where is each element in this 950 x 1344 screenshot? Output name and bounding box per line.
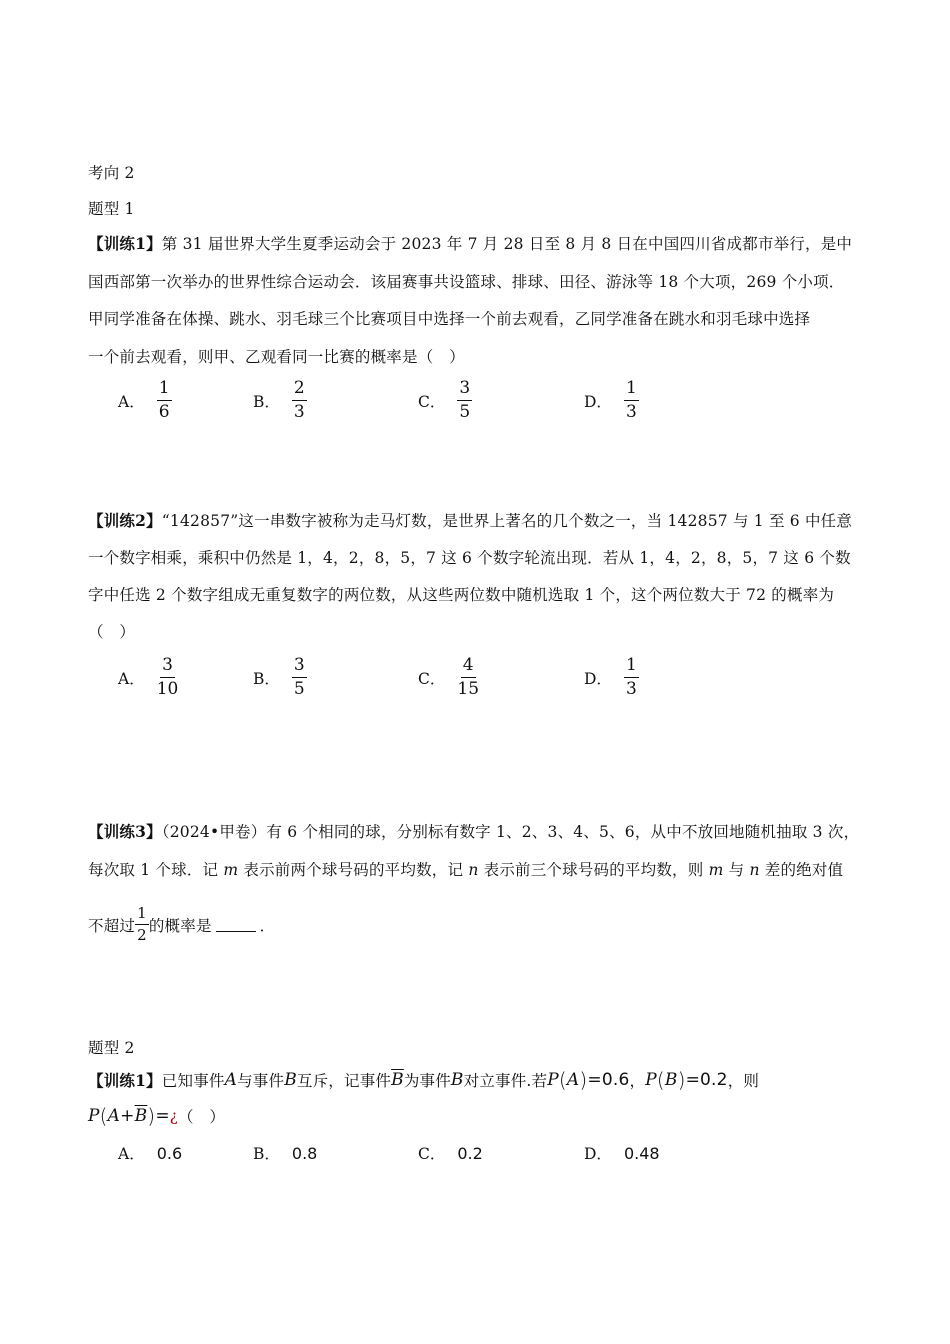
- garbled-char: ¿: [169, 1107, 179, 1125]
- problem-1-tag: 【训练1】: [88, 234, 162, 253]
- problem-3-tag: 【训练3】: [88, 822, 162, 841]
- problem-1-line-3: 甲同学准备在体操、跳水、羽毛球三个比赛项目中选择一个前去观看，乙同学准备在跳水和羽毛球中选择: [88, 310, 811, 328]
- problem-3-line-1: 【训练3】（2024•甲卷）有 6 个相同的球，分别标有数字 1、2、3、4、5、6，从中不放回地随机抽取 3 次，: [88, 822, 860, 841]
- section-heading: 考向 2: [88, 164, 135, 182]
- m-ref: m: [708, 861, 724, 879]
- problem-4-option-c: C． 0.2: [418, 1143, 483, 1163]
- problem-4-option-d: D． 0.48: [584, 1143, 660, 1163]
- problem-2-option-c: C． $\frac{4}{15}$: [418, 655, 480, 699]
- type-heading-1: 题型 1: [88, 200, 135, 218]
- problem-2-line-4: （ ）: [88, 623, 136, 641]
- problem-2-option-d: D． $\frac{1}{3}$: [584, 655, 637, 699]
- problem-4-tag: 【训练1】: [88, 1071, 162, 1090]
- problem-1-option-b: B． $\frac{2}{3}$: [253, 378, 305, 422]
- problem-1-line-2: 国西部第一次举办的世界性综合运动会．该届赛事共设篮球、排球、田径、游泳等 18 个大项，269 个小项．: [88, 273, 845, 291]
- answer-blank[interactable]: [216, 917, 256, 932]
- problem-1-option-c: C． $\frac{3}{5}$: [418, 378, 471, 422]
- problem-1-option-d: D． $\frac{1}{3}$: [584, 378, 637, 422]
- problem-2-option-a: A． $\frac{3}{10}$: [118, 655, 179, 699]
- problem-1-line-1: 【训练1】第 31 届世界大学生夏季运动会于 2023 年 7 月 28 日至 8 月 8 日在中国四川省成都市举行，是中: [88, 234, 853, 253]
- problem-4-line-1: 【训练1】 已知事件 A 与事件 B 互斥，记事件 $\overline{B}$ 为事件 B 对立事件.若 P ( A ) =0.6 ， P ( B ) =0.2 ，则: [88, 1068, 760, 1092]
- problem-2-option-b: B． $\frac{3}{5}$: [253, 655, 305, 699]
- problem-2-line-3: 字中任选 2 个数字组成无重复数字的两位数，从这些两位数中随机选取 1 个，这个两位数大于 72 的概率为: [88, 586, 835, 604]
- problem-4-option-b: B． 0.8: [253, 1143, 318, 1163]
- problem-3-line-3: 不超过 $\frac{1}{2}$ 的概率是 ．: [88, 904, 276, 944]
- problem-3-line-2: 每次取 1 个球．记 m 表示前两个球号码的平均数，记 n 表示前三个球号码的平均数，则 m 与 n 差的绝对值: [88, 861, 844, 879]
- problem-1-line-4: 一个前去观看，则甲、乙观看同一比赛的概率是（ ）: [88, 348, 465, 366]
- type-heading-2: 题型 2: [88, 1039, 135, 1057]
- b-complement: $\overline{B}$: [391, 1070, 404, 1090]
- problem-1-option-a: A． $\frac{1}{6}$: [118, 378, 170, 422]
- half-fraction: $\frac{1}{2}$: [137, 904, 147, 944]
- n-ref: n: [749, 861, 760, 879]
- problem-2-line-1: 【训练2】“142857”这一串数字被称为走马灯数，是世界上著名的几个数之一，当 142857 与 1 至 6 中任意: [88, 511, 853, 530]
- problem-2-line-2: 一个数字相乘，乘积中仍然是 1，4，2，8，5，7 这 6 个数字轮流出现．若从 1，4，2，8，5，7 这 6 个数: [88, 549, 851, 567]
- problem-4-line-2: P ( A + $\overline{B}$ ) = ¿ （ ）: [88, 1104, 226, 1128]
- problem-2-tag: 【训练2】: [88, 511, 162, 530]
- problem-4-option-a: A． 0.6: [118, 1143, 183, 1163]
